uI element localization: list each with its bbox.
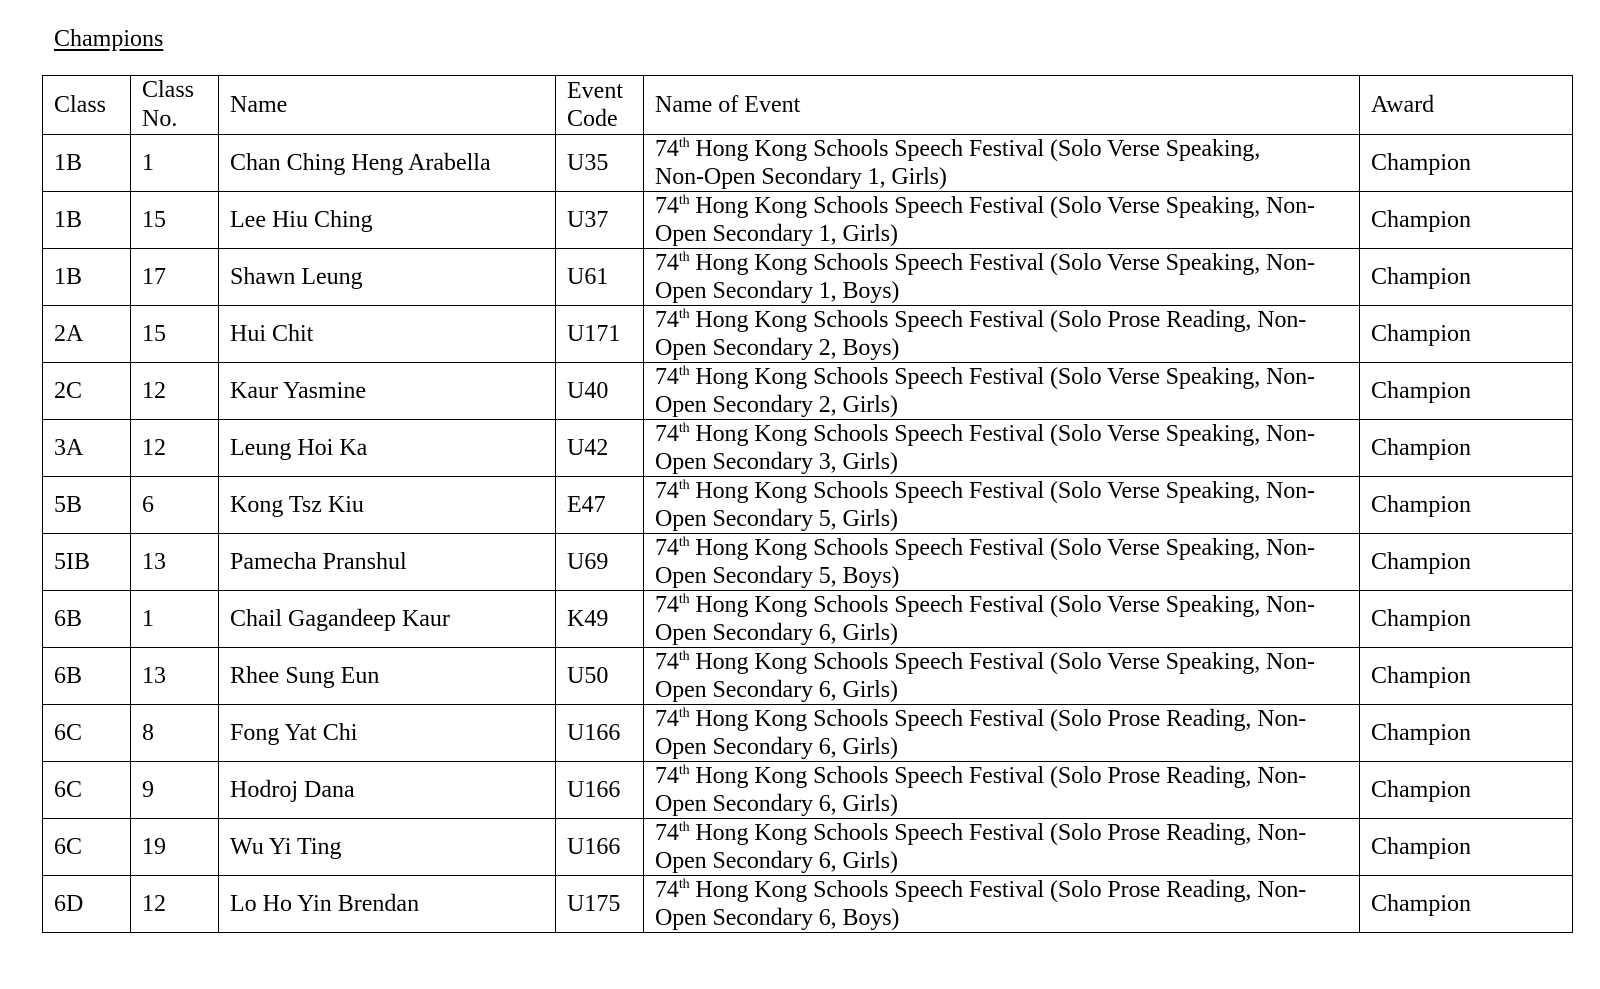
table-body — [43, 135, 1573, 933]
table-row — [43, 591, 1573, 648]
event-name-line2: Open Secondary 2, Girls) — [655, 392, 898, 418]
cell-name: Shawn Leung — [219, 249, 556, 306]
event-name-line2: Open Secondary 1, Boys) — [655, 278, 900, 304]
event-ordinal-number: 74 — [655, 478, 679, 504]
cell-name: Kong Tsz Kiu — [219, 477, 556, 534]
event-ordinal-suffix: th — [678, 877, 690, 892]
header-class-no — [131, 76, 219, 135]
table-row — [43, 192, 1573, 249]
cell-name: Kaur Yasmine — [219, 363, 556, 420]
cell-name: Leung Hoi Ka — [219, 420, 556, 477]
event-ordinal-number: 74 — [655, 649, 679, 675]
event-name-line2: Open Secondary 6, Girls) — [655, 620, 898, 646]
table-row — [43, 876, 1573, 933]
event-ordinal-suffix: th — [678, 250, 690, 265]
event-ordinal-suffix: th — [678, 706, 690, 721]
cell-event-name — [644, 477, 1360, 534]
event-name-line2: Open Secondary 3, Girls) — [655, 449, 898, 475]
table-row — [43, 819, 1573, 876]
cell-class-no: 13 — [131, 534, 219, 591]
event-ordinal-suffix: th — [678, 763, 690, 778]
cell-name: Hui Chit — [219, 306, 556, 363]
cell-event-name — [644, 135, 1360, 192]
header-award: Award — [1360, 76, 1573, 135]
cell-event-name — [644, 249, 1360, 306]
header-event-code-line2: Code — [567, 106, 618, 132]
champions-table — [42, 75, 1573, 933]
cell-award: Champion — [1360, 249, 1573, 306]
cell-class-no: 15 — [131, 192, 219, 249]
cell-name: Lee Hiu Ching — [219, 192, 556, 249]
event-name-line1: Hong Kong Schools Speech Festival (Solo Verse Speaking, Non- — [689, 535, 1315, 561]
cell-class-no: 12 — [131, 876, 219, 933]
cell-event-code: U35 — [556, 135, 644, 192]
cell-award: Champion — [1360, 135, 1573, 192]
event-name-line1: Hong Kong Schools Speech Festival (Solo Verse Speaking, Non- — [689, 421, 1315, 447]
cell-name: Pamecha Pranshul — [219, 534, 556, 591]
event-name-line2: Non-Open Secondary 1, Girls) — [655, 164, 947, 190]
cell-class-no: 15 — [131, 306, 219, 363]
header-event-name: Name of Event — [644, 76, 1360, 135]
cell-award: Champion — [1360, 648, 1573, 705]
cell-class: 2A — [43, 306, 131, 363]
event-ordinal-suffix: th — [678, 535, 690, 550]
event-name-line2: Open Secondary 5, Boys) — [655, 563, 900, 589]
event-ordinal-number: 74 — [655, 535, 679, 561]
cell-event-code: U175 — [556, 876, 644, 933]
cell-event-name — [644, 534, 1360, 591]
cell-award: Champion — [1360, 705, 1573, 762]
event-ordinal-suffix: th — [678, 193, 690, 208]
event-name-line2: Open Secondary 5, Girls) — [655, 506, 898, 532]
cell-name: Rhee Sung Eun — [219, 648, 556, 705]
event-name-line1: Hong Kong Schools Speech Festival (Solo Verse Speaking, Non- — [689, 478, 1315, 504]
cell-event-code: U42 — [556, 420, 644, 477]
table-row — [43, 762, 1573, 819]
header-event-code — [556, 76, 644, 135]
event-name-line2: Open Secondary 6, Girls) — [655, 677, 898, 703]
event-ordinal-number: 74 — [655, 136, 679, 162]
event-ordinal-suffix: th — [678, 649, 690, 664]
cell-class-no: 6 — [131, 477, 219, 534]
event-name-line1: Hong Kong Schools Speech Festival (Solo Verse Speaking, Non- — [689, 592, 1315, 618]
cell-class-no: 8 — [131, 705, 219, 762]
event-ordinal-number: 74 — [655, 250, 679, 276]
cell-event-name — [644, 648, 1360, 705]
cell-event-name — [644, 591, 1360, 648]
cell-event-name — [644, 363, 1360, 420]
cell-class-no: 9 — [131, 762, 219, 819]
cell-event-name — [644, 819, 1360, 876]
cell-class: 2C — [43, 363, 131, 420]
event-ordinal-suffix: th — [678, 592, 690, 607]
cell-event-code: U166 — [556, 705, 644, 762]
cell-event-code: U61 — [556, 249, 644, 306]
event-ordinal-suffix: th — [678, 307, 690, 322]
cell-class: 6D — [43, 876, 131, 933]
event-ordinal-number: 74 — [655, 877, 679, 903]
cell-class-no: 13 — [131, 648, 219, 705]
event-name-line1: Hong Kong Schools Speech Festival (Solo Verse Speaking, Non- — [689, 649, 1315, 675]
cell-name: Fong Yat Chi — [219, 705, 556, 762]
cell-event-code: K49 — [556, 591, 644, 648]
event-name-line2: Open Secondary 6, Girls) — [655, 734, 898, 760]
cell-event-name — [644, 705, 1360, 762]
cell-class: 6B — [43, 648, 131, 705]
cell-class: 6C — [43, 762, 131, 819]
event-name-line2: Open Secondary 1, Girls) — [655, 221, 898, 247]
cell-class: 1B — [43, 135, 131, 192]
cell-award: Champion — [1360, 420, 1573, 477]
cell-class-no: 1 — [131, 135, 219, 192]
event-name-line1: Hong Kong Schools Speech Festival (Solo Prose Reading, Non- — [689, 706, 1307, 732]
table-row — [43, 648, 1573, 705]
cell-class: 5B — [43, 477, 131, 534]
cell-class: 1B — [43, 249, 131, 306]
header-name: Name — [219, 76, 556, 135]
event-name-line1: Hong Kong Schools Speech Festival (Solo Verse Speaking, Non- — [689, 364, 1315, 390]
cell-event-name — [644, 876, 1360, 933]
event-ordinal-suffix: th — [678, 478, 690, 493]
cell-class-no: 17 — [131, 249, 219, 306]
cell-event-code: E47 — [556, 477, 644, 534]
cell-event-code: U166 — [556, 762, 644, 819]
cell-event-code: U69 — [556, 534, 644, 591]
cell-event-code: U37 — [556, 192, 644, 249]
event-name-line1: Hong Kong Schools Speech Festival (Solo Prose Reading, Non- — [689, 877, 1307, 903]
event-name-line1: Hong Kong Schools Speech Festival (Solo Verse Speaking, Non- — [689, 250, 1315, 276]
event-ordinal-suffix: th — [678, 364, 690, 379]
cell-event-name — [644, 420, 1360, 477]
cell-award: Champion — [1360, 306, 1573, 363]
cell-name: Chan Ching Heng Arabella — [219, 135, 556, 192]
event-ordinal-number: 74 — [655, 364, 679, 390]
cell-name: Chail Gagandeep Kaur — [219, 591, 556, 648]
cell-event-code: U171 — [556, 306, 644, 363]
table-row — [43, 249, 1573, 306]
event-name-line1: Hong Kong Schools Speech Festival (Solo Verse Speaking, — [689, 136, 1261, 162]
event-ordinal-number: 74 — [655, 307, 679, 333]
event-name-line2: Open Secondary 6, Boys) — [655, 905, 900, 931]
table-row — [43, 363, 1573, 420]
cell-class: 3A — [43, 420, 131, 477]
cell-award: Champion — [1360, 591, 1573, 648]
table-row — [43, 306, 1573, 363]
cell-name: Lo Ho Yin Brendan — [219, 876, 556, 933]
table-row — [43, 477, 1573, 534]
cell-event-code: U166 — [556, 819, 644, 876]
cell-name: Wu Yi Ting — [219, 819, 556, 876]
header-event-code-line1: Event — [567, 78, 623, 104]
header-class: Class — [43, 76, 131, 135]
event-name-line1: Hong Kong Schools Speech Festival (Solo Prose Reading, Non- — [689, 763, 1307, 789]
cell-class: 1B — [43, 192, 131, 249]
event-name-line2: Open Secondary 6, Girls) — [655, 791, 898, 817]
event-name-line1: Hong Kong Schools Speech Festival (Solo Prose Reading, Non- — [689, 820, 1307, 846]
cell-class-no: 12 — [131, 420, 219, 477]
cell-award: Champion — [1360, 534, 1573, 591]
cell-event-code: U40 — [556, 363, 644, 420]
table-row — [43, 135, 1573, 192]
event-ordinal-number: 74 — [655, 763, 679, 789]
event-ordinal-number: 74 — [655, 706, 679, 732]
cell-class: 6C — [43, 705, 131, 762]
cell-award: Champion — [1360, 477, 1573, 534]
event-ordinal-suffix: th — [678, 421, 690, 436]
cell-award: Champion — [1360, 876, 1573, 933]
cell-class: 6B — [43, 591, 131, 648]
table-row — [43, 534, 1573, 591]
cell-event-name — [644, 192, 1360, 249]
header-class-no-line1: Class — [142, 77, 195, 103]
event-name-line1: Hong Kong Schools Speech Festival (Solo Prose Reading, Non- — [689, 307, 1307, 333]
cell-class-no: 12 — [131, 363, 219, 420]
cell-event-name — [644, 306, 1360, 363]
cell-event-code: U50 — [556, 648, 644, 705]
cell-award: Champion — [1360, 192, 1573, 249]
cell-class: 6C — [43, 819, 131, 876]
cell-class: 5IB — [43, 534, 131, 591]
table-row — [43, 420, 1573, 477]
event-ordinal-suffix: th — [678, 136, 690, 151]
event-name-line1: Hong Kong Schools Speech Festival (Solo Verse Speaking, Non- — [689, 193, 1315, 219]
cell-award: Champion — [1360, 363, 1573, 420]
event-ordinal-number: 74 — [655, 820, 679, 846]
event-ordinal-number: 74 — [655, 421, 679, 447]
event-ordinal-number: 74 — [655, 592, 679, 618]
cell-award: Champion — [1360, 762, 1573, 819]
header-class-no-line2: No. — [142, 106, 178, 132]
event-name-line2: Open Secondary 2, Boys) — [655, 335, 900, 361]
event-ordinal-suffix: th — [678, 820, 690, 835]
page-title: Champions — [54, 26, 164, 52]
event-name-line2: Open Secondary 6, Girls) — [655, 848, 898, 874]
cell-name: Hodroj Dana — [219, 762, 556, 819]
table-row — [43, 705, 1573, 762]
cell-class-no: 19 — [131, 819, 219, 876]
table-header-row — [43, 76, 1573, 135]
event-ordinal-number: 74 — [655, 193, 679, 219]
cell-class-no: 1 — [131, 591, 219, 648]
cell-award: Champion — [1360, 819, 1573, 876]
cell-event-name — [644, 762, 1360, 819]
